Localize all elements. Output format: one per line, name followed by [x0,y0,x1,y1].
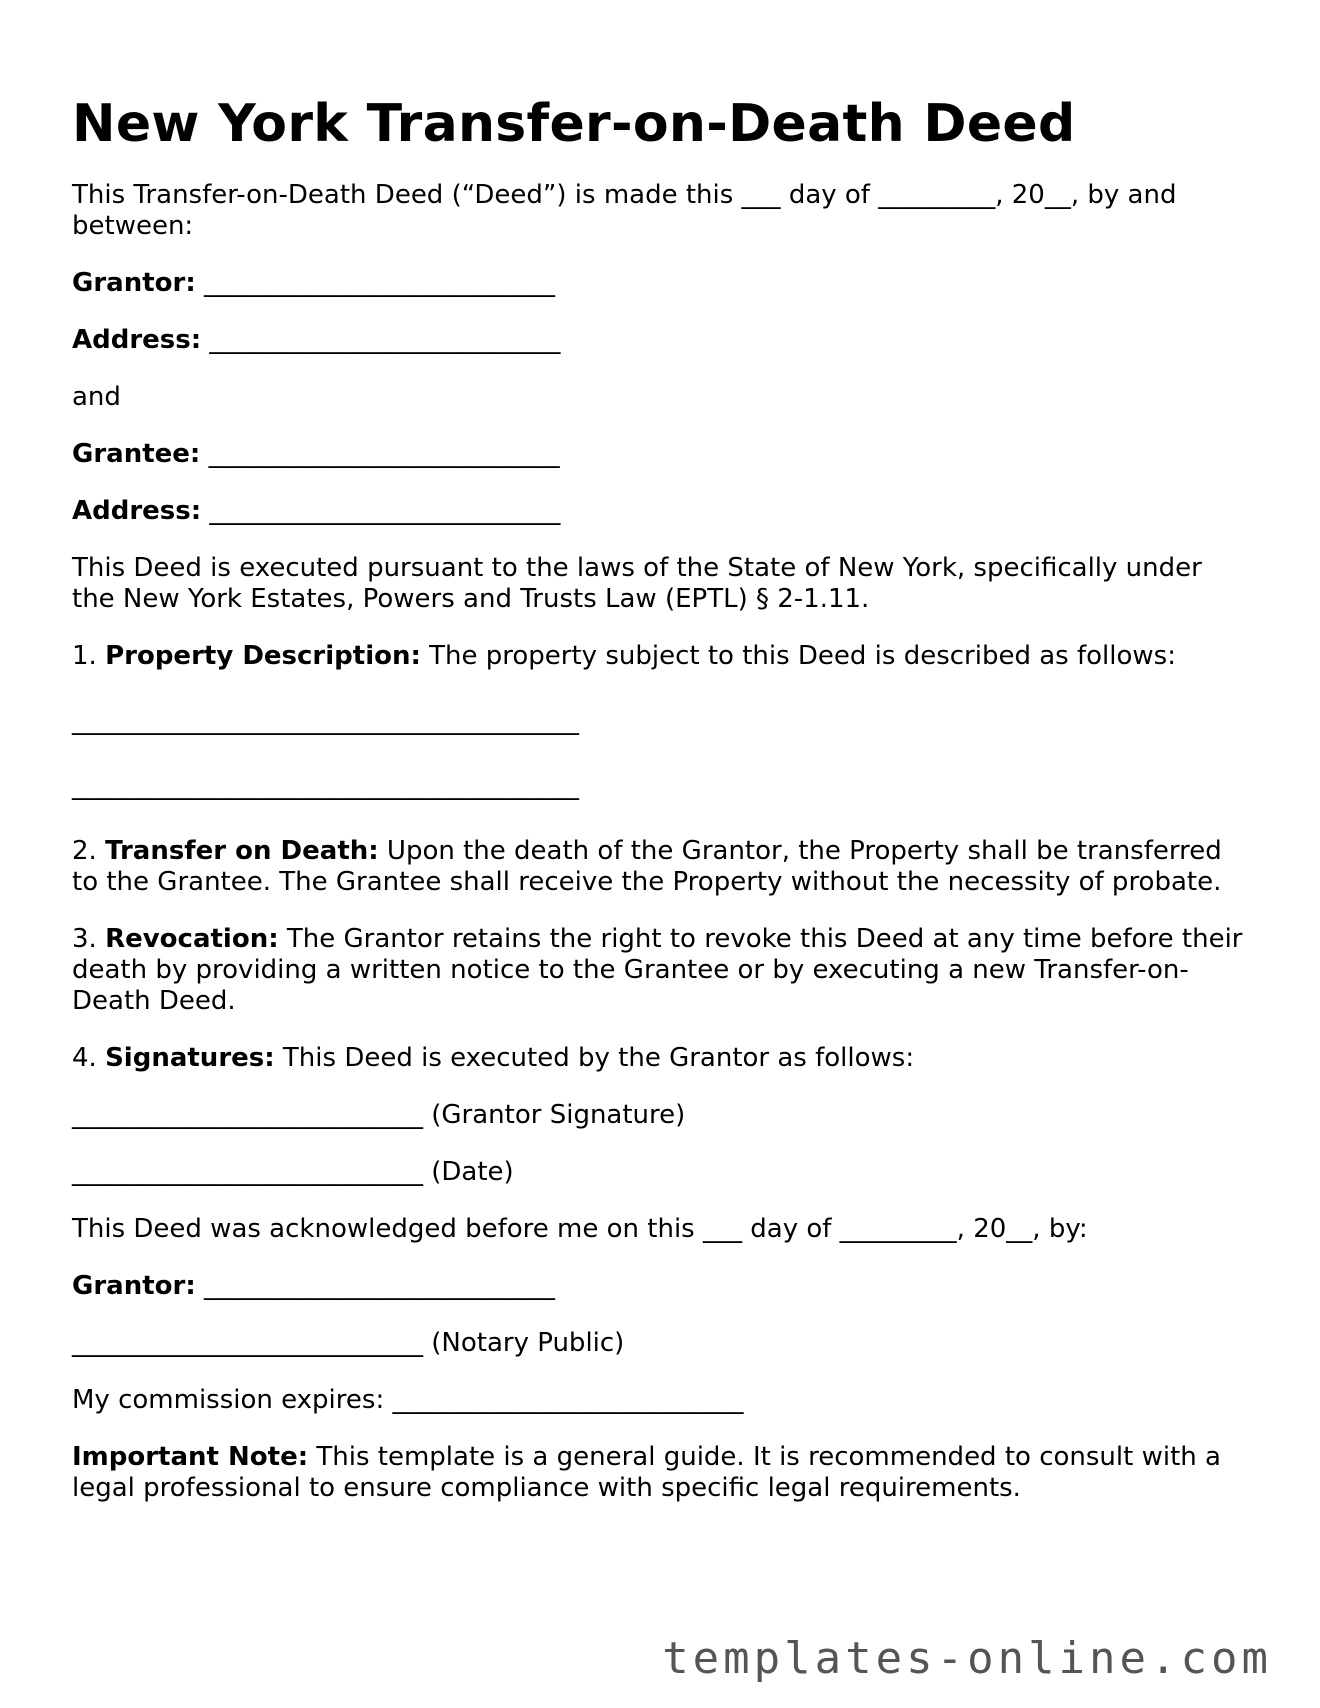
section-text: Upon the death of the Grantor, the Property shall be transferred to the Grantee. The Grantee shall receive the Property without the necessity of probate. [72,836,1222,897]
grantor-address-blank: ___________________________ [209,325,561,355]
page-title: New York Transfer-on-Death Deed [72,94,1076,154]
section-heading: Signatures: [105,1043,275,1073]
property-blank-line: _______________________________________ [72,771,579,801]
section-transfer-on-death [72,836,1252,898]
acknowledgment-paragraph: This Deed was acknowledged before me on this ___ day of _________, 20__, by: [72,1214,1088,1244]
grantor-address-label: Address: [72,325,202,355]
section-text: This Deed is executed by the Grantor as follows: [282,1043,915,1073]
section-heading: Revocation: [105,924,279,954]
grantor-field [72,268,1252,299]
date-blank: ___________________________ [72,1157,423,1187]
section-number: 4. [72,1043,97,1073]
grantor-label: Grantor: [72,268,196,298]
section-heading: Property Description: [105,641,421,671]
section-text: The Grantor retains the right to revoke this Deed at any time before their death by providing a written notice to the Grantee or by executing a new Transfer-on-Death Deed. [72,924,1243,1016]
grantee-address-field [72,496,1252,527]
watermark: templates-online.com [662,1633,1272,1684]
date-field [72,1157,1252,1188]
grantor-address-field [72,325,1252,356]
note-text: This template is a general guide. It is recommended to consult with a legal professional to ensure compliance with specific legal requirements. [72,1442,1221,1503]
ack-grantor-field [72,1271,1252,1302]
statute-paragraph: This Deed is executed pursuant to the laws of the State of New York, specifically under the New York Estates, Powers and Trusts Law (EPTL) § 2-1.11. [72,553,1202,614]
property-blank-line: _______________________________________ [72,706,579,736]
grantor-signature-field [72,1100,1252,1131]
grantee-address-blank: ___________________________ [209,496,561,526]
commission-label: My commission expires: [72,1385,385,1415]
section-text: The property subject to this Deed is described as follows: [429,641,1176,671]
commission-field [72,1385,1252,1416]
note-heading: Important Note: [72,1442,309,1472]
ack-grantor-blank: ___________________________ [204,1271,555,1301]
section-number: 3. [72,924,97,954]
section-number: 1. [72,641,97,671]
section-property-description [72,641,1252,672]
section-number: 2. [72,836,97,866]
grantee-label: Grantee: [72,439,201,469]
date-label: (Date) [431,1157,514,1187]
notary-blank: ___________________________ [72,1328,423,1358]
section-signatures [72,1043,1252,1074]
grantor-blank: ___________________________ [204,268,555,298]
grantee-address-label: Address: [72,496,202,526]
grantee-field [72,439,1252,470]
section-heading: Transfer on Death: [105,836,379,866]
important-note [72,1442,1252,1504]
notary-field [72,1328,1252,1359]
commission-blank: ___________________________ [392,1385,744,1415]
intro-paragraph: This Transfer-on-Death Deed (“Deed”) is made this ___ day of _________, 20__, by and between: [72,180,1177,241]
section-revocation [72,924,1252,1017]
grantee-blank: ___________________________ [208,439,560,469]
signature-blank: ___________________________ [72,1100,423,1130]
ack-grantor-label: Grantor: [72,1271,196,1301]
document-page [72,88,1252,1504]
signature-label: (Grantor Signature) [431,1100,686,1130]
and-text: and [72,382,121,412]
notary-label: (Notary Public) [431,1328,625,1358]
